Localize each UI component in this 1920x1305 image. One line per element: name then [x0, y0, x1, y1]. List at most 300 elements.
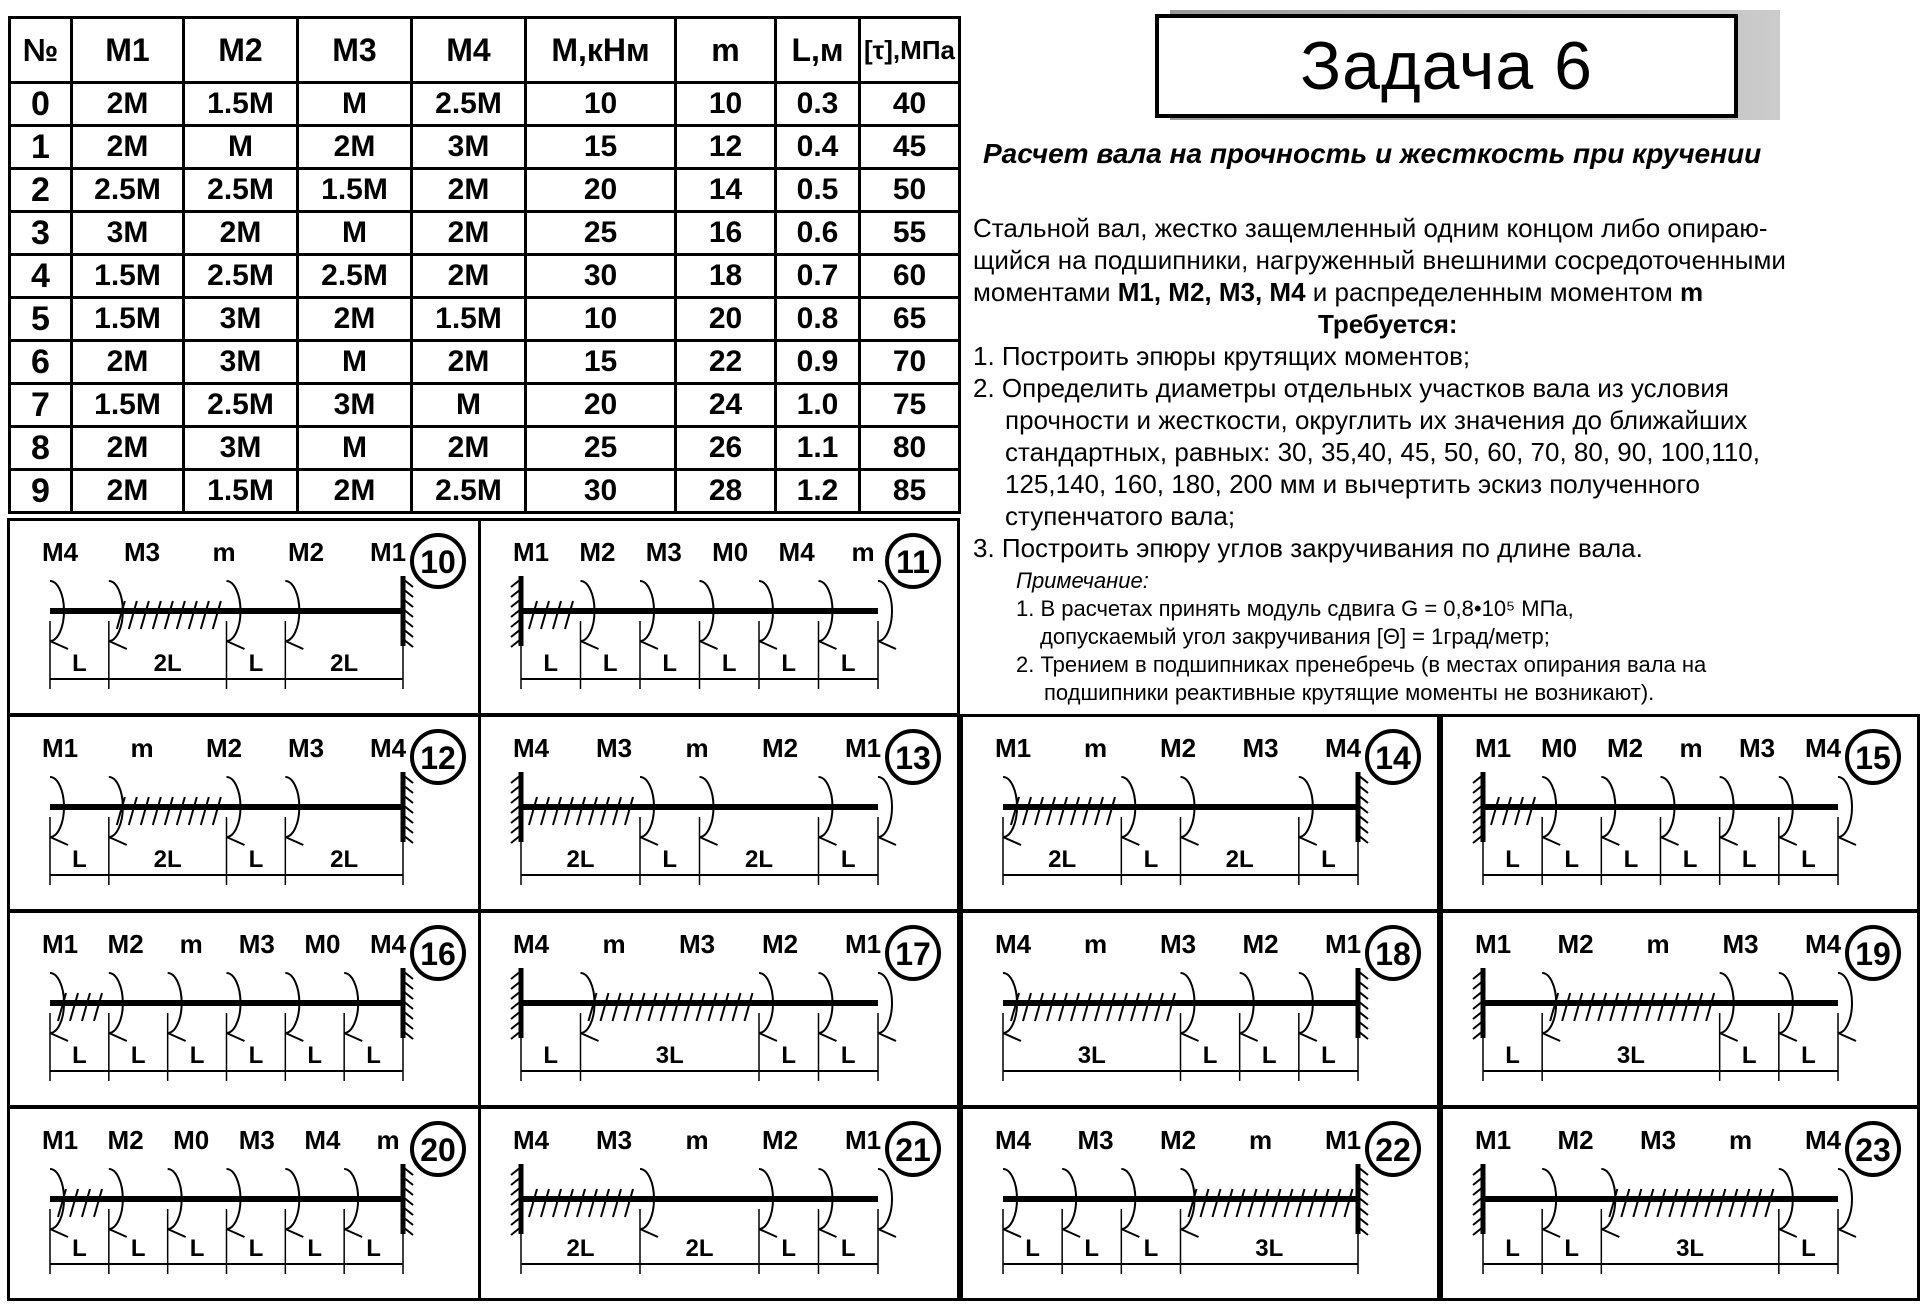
torque-arrow — [1720, 1033, 1738, 1041]
moment-label: M3 — [123, 537, 161, 567]
dimension-label: L — [602, 650, 618, 677]
distributed-moment-mark — [1071, 797, 1079, 825]
text-line — [973, 276, 1913, 308]
distributed-moment-mark — [1071, 993, 1079, 1021]
moment-label: M3 — [1077, 1125, 1114, 1155]
distributed-moment-mark — [589, 1189, 597, 1217]
moment-label: M0 — [712, 537, 749, 567]
dimension-label: L — [72, 1042, 87, 1069]
task-title: Задача 6 — [1155, 14, 1738, 118]
moment-label: M1 — [512, 537, 550, 567]
moment-label: M0 — [173, 1125, 210, 1155]
table-cell: 0.5 — [776, 169, 860, 212]
table-cell: 2M — [412, 255, 526, 298]
table-cell: 2M — [298, 126, 412, 169]
distributed-moment-mark — [685, 993, 693, 1021]
scheme-number: 11 — [896, 544, 930, 580]
moment-label: M1 — [1474, 929, 1512, 959]
distributed-moment-mark — [1249, 1189, 1257, 1217]
table-cell: 2.5M — [298, 255, 412, 298]
table-cell: 20 — [526, 384, 676, 427]
distributed-moment-mark — [673, 993, 681, 1021]
row-number-cell: 5 — [10, 298, 72, 341]
moment-label: M3 — [1159, 929, 1197, 959]
distributed-moment-mark — [153, 797, 161, 825]
dimension-label: 3L — [1616, 1042, 1645, 1069]
torque-arc — [1838, 973, 1852, 1033]
dimension-label: L — [248, 650, 264, 677]
distributed-moment-mark — [613, 1189, 621, 1217]
table-cell: 65 — [860, 298, 960, 341]
dimension-label: L — [130, 1042, 146, 1069]
moment-label: M2 — [761, 929, 799, 959]
dimension-label: 3L — [655, 1042, 684, 1069]
table-cell: 85 — [860, 470, 960, 513]
table-cell: 2M — [72, 470, 184, 513]
col-header: M1 — [72, 18, 184, 83]
distributed-moment-mark — [1035, 797, 1043, 825]
dimension-label: L — [1143, 846, 1159, 873]
torque-arrow — [344, 1033, 362, 1041]
dimension-label: L — [1682, 846, 1698, 873]
scheme-panel — [478, 910, 960, 1108]
torque-arrow — [1542, 1229, 1560, 1237]
distributed-moment-mark — [553, 601, 561, 629]
distributed-moment-mark — [1693, 1189, 1701, 1217]
moment-label: M4 — [778, 537, 815, 567]
distributed-moment-mark — [1035, 993, 1043, 1021]
torque-arrow — [285, 837, 303, 845]
row-number-cell: 7 — [10, 384, 72, 427]
distributed-moment-mark — [1309, 1189, 1317, 1217]
distributed-moment-mark — [94, 993, 102, 1021]
col-header: L,м — [776, 18, 860, 83]
table-cell: 25 — [526, 212, 676, 255]
table-cell: 2M — [412, 169, 526, 212]
table-row — [10, 83, 960, 126]
moment-label: M2 — [1242, 929, 1279, 959]
row-number-cell: 1 — [10, 126, 72, 169]
scheme-drawing — [1443, 1109, 1920, 1304]
distributed-moment-mark — [1201, 1189, 1209, 1217]
moment-label: M2 — [1159, 1125, 1197, 1155]
scheme-number: 16 — [420, 936, 456, 972]
table-cell: 2M — [412, 212, 526, 255]
scheme-panel — [478, 518, 960, 716]
dimension-label: 2L — [566, 1235, 595, 1262]
text-line: Стальной вал, жестко защемленный одним концом либо опираю- — [973, 213, 1768, 243]
scheme-number: 18 — [1375, 936, 1411, 972]
text-fragment: моментами — [973, 277, 1118, 307]
distributed-moment-mark — [1491, 797, 1499, 825]
distributed-moment-mark — [213, 797, 221, 825]
distributed-moment-mark — [141, 797, 149, 825]
torque-arrow — [759, 1033, 777, 1041]
torque-arrow — [168, 1229, 186, 1237]
torque-arrow — [819, 837, 837, 845]
dimension-label: L — [1801, 1235, 1816, 1262]
table-cell: 1.5M — [184, 83, 298, 126]
distributed-moment-mark — [1107, 797, 1115, 825]
scheme-panel — [7, 714, 485, 912]
table-cell: 40 — [860, 83, 960, 126]
moment-label: M4 — [369, 929, 407, 959]
table-cell: 0.8 — [776, 298, 860, 341]
torque-arrow — [109, 1229, 127, 1237]
moment-label: M4 — [369, 733, 407, 763]
dimension-label: L — [840, 1042, 856, 1069]
moment-label: M4 — [41, 537, 79, 567]
table-cell: 0.7 — [776, 255, 860, 298]
distributed-moment-mark — [649, 993, 657, 1021]
distributed-moment-mark — [129, 601, 137, 629]
table-cell: 1.1 — [776, 427, 860, 470]
torque-arrow — [700, 641, 718, 649]
table-cell: 30 — [526, 470, 676, 513]
distributed-moment-mark — [1059, 797, 1067, 825]
torque-arrow — [285, 641, 303, 649]
moment-label: m — [685, 1125, 709, 1155]
table-cell: 22 — [676, 341, 776, 384]
torque-arrow — [878, 641, 896, 649]
col-header: № — [10, 18, 72, 83]
distributed-moment-mark — [1047, 797, 1055, 825]
torque-arrow — [227, 1033, 245, 1041]
moment-label: M1 — [1324, 1125, 1362, 1155]
moment-label: M1 — [1474, 733, 1512, 763]
torque-arrow — [1181, 1033, 1199, 1041]
scheme-drawing — [963, 717, 1443, 915]
table-row — [10, 427, 960, 470]
scheme-number: 13 — [895, 740, 931, 776]
table-cell: 1.5M — [72, 298, 184, 341]
task-subtitle: Расчет вала на прочность и жесткость при кручении — [983, 138, 1762, 169]
dimension-label: L — [130, 1235, 146, 1262]
distributed-moment-mark — [1503, 797, 1511, 825]
row-number-cell: 8 — [10, 427, 72, 470]
distributed-moment: m — [1680, 277, 1704, 307]
distributed-moment-mark — [553, 1189, 561, 1217]
torque-arrow — [1003, 837, 1021, 845]
table-cell: 50 — [860, 169, 960, 212]
distributed-moment-mark — [1622, 993, 1630, 1021]
table-cell: M — [298, 212, 412, 255]
dimension-label: 2L — [566, 846, 595, 873]
table-cell: 2M — [298, 298, 412, 341]
moment-label: M1 — [369, 537, 407, 567]
dimension-label: L — [1741, 1042, 1757, 1069]
table-cell: 70 — [860, 341, 960, 384]
torque-arrow — [285, 1033, 303, 1041]
distributed-moment-mark — [1333, 1189, 1341, 1217]
table-cell: 0.3 — [776, 83, 860, 126]
table-cell: 2.5M — [412, 83, 526, 126]
moment-label: M3 — [238, 929, 275, 959]
table-cell: 15 — [526, 341, 676, 384]
scheme-panel — [1440, 1106, 1920, 1301]
note-title: Примечание: — [1016, 568, 1149, 593]
scheme-drawing — [481, 521, 963, 719]
scheme-drawing — [481, 913, 963, 1111]
dimension-label: 2L — [744, 846, 774, 873]
torque-arrow — [285, 1229, 303, 1237]
moment-label: M2 — [1557, 929, 1594, 959]
distributed-moment-mark — [529, 797, 537, 825]
note-2: 2. Трением в подшипниках пренебречь (в местах опирания вала на — [1016, 652, 1707, 677]
distributed-moment-mark — [1083, 797, 1091, 825]
scheme-drawing — [963, 913, 1443, 1111]
distributed-moment-mark — [177, 797, 185, 825]
distributed-moment-mark — [565, 797, 573, 825]
dimension-label: L — [1505, 1042, 1520, 1069]
distributed-moment-mark — [541, 797, 549, 825]
scheme-number: 19 — [1855, 936, 1891, 972]
moment-label: M4 — [1804, 929, 1842, 959]
scheme-panel — [960, 714, 1440, 912]
table-row — [10, 255, 960, 298]
distributed-moment-mark — [1225, 1189, 1233, 1217]
distributed-moment-mark — [553, 797, 561, 825]
moment-label: m — [602, 929, 626, 959]
parameters-table — [8, 16, 961, 514]
moment-label: M4 — [994, 929, 1032, 959]
dimension-label: L — [248, 1042, 264, 1069]
table-cell: 55 — [860, 212, 960, 255]
torque-arrow — [1299, 837, 1317, 845]
torque-arrow — [50, 1229, 68, 1237]
distributed-moment-mark — [1645, 1189, 1653, 1217]
table-cell: 3M — [72, 212, 184, 255]
table-cell: M — [298, 341, 412, 384]
scheme-panel — [7, 518, 485, 716]
distributed-moment-mark — [1681, 1189, 1689, 1217]
moment-label: M3 — [1242, 733, 1279, 763]
torque-arrow — [759, 641, 777, 649]
moment-label: M4 — [304, 1125, 341, 1155]
distributed-moment-mark — [1633, 1189, 1641, 1217]
distributed-moment-mark — [529, 1189, 537, 1217]
dimension-label: L — [72, 650, 87, 677]
dimension-label: L — [840, 650, 856, 677]
table-cell: 3M — [184, 427, 298, 470]
requirement-3: 3. Построить эпюру углов закручивания по длине вала. — [973, 533, 1643, 563]
dimension-label: L — [1321, 1042, 1336, 1069]
dimension-label: L — [366, 1042, 381, 1069]
table-row — [10, 298, 960, 341]
distributed-moment-mark — [165, 601, 173, 629]
distributed-moment-mark — [625, 797, 633, 825]
distributed-moment-mark — [697, 993, 705, 1021]
moment-label: M4 — [1804, 1125, 1842, 1155]
torque-arrow — [878, 1229, 896, 1237]
scheme-drawing — [10, 717, 488, 915]
dimension-label: L — [366, 1235, 381, 1262]
dimension-label: L — [1143, 1235, 1159, 1262]
distributed-moment-mark — [733, 993, 741, 1021]
distributed-moment-mark — [1574, 993, 1582, 1021]
distributed-moment-mark — [637, 993, 645, 1021]
moment-label: M1 — [41, 1125, 79, 1155]
scheme-panel — [1440, 910, 1920, 1108]
dimension-label: L — [840, 846, 856, 873]
scheme-panel — [1440, 714, 1920, 912]
moment-label: M2 — [287, 537, 325, 567]
moment-label: M4 — [512, 1125, 550, 1155]
scheme-drawing — [10, 521, 488, 719]
distributed-moment-mark — [1321, 1189, 1329, 1217]
text-line: щийся на подшипники, нагруженный внешними сосредоточенными — [973, 245, 1786, 275]
row-number-cell: 3 — [10, 212, 72, 255]
dimension-label: L — [189, 1042, 205, 1069]
moment-label: M1 — [844, 1125, 882, 1155]
distributed-moment-mark — [1131, 993, 1139, 1021]
moment-label: M1 — [41, 929, 79, 959]
distributed-moment-mark — [1107, 993, 1115, 1021]
dimension-label: L — [662, 846, 678, 873]
table-cell: M — [298, 83, 412, 126]
note-2-cont: подшипники реактивные крутящие моменты не возникают). — [1044, 680, 1655, 705]
table-cell: 2.5M — [412, 470, 526, 513]
distributed-moment-mark — [1083, 993, 1091, 1021]
moment-label: M3 — [1639, 1125, 1677, 1155]
torque-arrow — [1779, 1033, 1797, 1041]
table-cell: 1.5M — [298, 169, 412, 212]
table-cell: M — [184, 126, 298, 169]
dimension-label: L — [307, 1235, 323, 1262]
distributed-moment-mark — [1586, 993, 1594, 1021]
table-cell: 20 — [526, 169, 676, 212]
dimension-label: 2L — [685, 1235, 714, 1262]
torque-arrow — [1661, 837, 1679, 845]
col-header: M4 — [412, 18, 526, 83]
dimension-label: L — [1505, 846, 1520, 873]
col-header: [τ],МПа — [860, 18, 960, 83]
torque-arc — [878, 777, 892, 837]
distributed-moment-mark — [613, 797, 621, 825]
torque-arrow — [819, 641, 837, 649]
note-block — [1000, 567, 1910, 707]
scheme-number: 10 — [420, 544, 456, 580]
torque-arc — [1838, 777, 1852, 837]
distributed-moment-mark — [201, 797, 209, 825]
distributed-moment-mark — [1273, 1189, 1281, 1217]
torque-arrow — [1779, 837, 1797, 845]
table-cell: 10 — [526, 83, 676, 126]
dimension-label: L — [1623, 846, 1639, 873]
distributed-moment-mark — [1155, 993, 1163, 1021]
scheme-panel — [960, 1106, 1440, 1301]
moment-label: M2 — [1606, 733, 1644, 763]
distributed-moment-mark — [1646, 993, 1654, 1021]
distributed-moment-mark — [1562, 993, 1570, 1021]
table-cell: 2.5M — [72, 169, 184, 212]
distributed-moment-mark — [1682, 993, 1690, 1021]
moment-label: M3 — [595, 1125, 633, 1155]
distributed-moment-mark — [529, 601, 537, 629]
distributed-moment-mark — [1047, 993, 1055, 1021]
distributed-moment-mark — [1297, 1189, 1305, 1217]
moment-label: M3 — [595, 733, 633, 763]
moment-label: M1 — [844, 733, 882, 763]
distributed-moment-mark — [721, 993, 729, 1021]
table-cell: 2.5M — [184, 255, 298, 298]
row-number-cell: 6 — [10, 341, 72, 384]
row-number-cell: 9 — [10, 470, 72, 513]
distributed-moment-mark — [1345, 1189, 1353, 1217]
dimension-label: L — [1741, 846, 1757, 873]
dimension-label: L — [307, 1042, 323, 1069]
col-header: M3 — [298, 18, 412, 83]
distributed-moment-mark — [541, 1189, 549, 1217]
torque-arrow — [1542, 1033, 1560, 1041]
dimension-label: L — [543, 1042, 559, 1069]
torque-arrow — [1181, 837, 1199, 845]
dimension-label: L — [1564, 846, 1580, 873]
text-fragment: и распределенным моментом — [1305, 277, 1680, 307]
torque-arrow — [1003, 1033, 1021, 1041]
scheme-drawing — [963, 1109, 1443, 1304]
moment-label: M3 — [287, 733, 325, 763]
torque-arrow — [640, 641, 658, 649]
table-cell: 1.2 — [776, 470, 860, 513]
row-number-cell: 4 — [10, 255, 72, 298]
scheme-drawing — [10, 913, 488, 1111]
distributed-moment-mark — [82, 1189, 90, 1217]
torque-arrow — [1779, 1229, 1797, 1237]
dimension-label: L — [1084, 1235, 1100, 1262]
scheme-number: 15 — [1855, 740, 1891, 776]
distributed-moment-mark — [745, 993, 753, 1021]
torque-arrow — [227, 641, 245, 649]
moment-label: m — [179, 929, 203, 959]
torque-arrow — [1838, 1229, 1856, 1237]
distributed-moment-mark — [577, 1189, 585, 1217]
table-cell: 80 — [860, 427, 960, 470]
table-cell: 3M — [184, 341, 298, 384]
moment-label: M1 — [1324, 929, 1362, 959]
table-row — [10, 126, 960, 169]
moment-label: M3 — [238, 1125, 275, 1155]
torque-arrow — [759, 1229, 777, 1237]
requirement-2-cont: стандартных, равных: 30, 35,40, 45, 50, 60, 70, 80, 90, 100,110, — [1005, 437, 1760, 467]
distributed-moment-mark — [1705, 1189, 1713, 1217]
scheme-panel — [7, 1106, 485, 1301]
table-cell: 18 — [676, 255, 776, 298]
dimension-label: 3L — [1077, 1042, 1106, 1069]
table-cell: 15 — [526, 126, 676, 169]
distributed-moment-mark — [1023, 993, 1031, 1021]
distributed-moment-mark — [82, 993, 90, 1021]
dimension-label: L — [1202, 1042, 1218, 1069]
moment-label: M2 — [761, 1125, 799, 1155]
requirement-2-cont: ступенчатого вала; — [1005, 501, 1236, 531]
distributed-moment-mark — [165, 797, 173, 825]
torque-arrow — [640, 1229, 658, 1237]
table-cell: 10 — [676, 83, 776, 126]
task-description — [973, 212, 1913, 564]
table-cell: M — [412, 384, 526, 427]
distributed-moment-mark — [201, 601, 209, 629]
torque-arrow — [109, 1033, 127, 1041]
table-cell: 26 — [676, 427, 776, 470]
table-cell: 1.5M — [412, 298, 526, 341]
distributed-moment-mark — [565, 1189, 573, 1217]
torque-arrow — [640, 837, 658, 845]
torque-arrow — [1003, 1229, 1021, 1237]
distributed-moment-mark — [1765, 1189, 1773, 1217]
dimension-label: 2L — [1048, 846, 1077, 873]
col-header: M2 — [184, 18, 298, 83]
